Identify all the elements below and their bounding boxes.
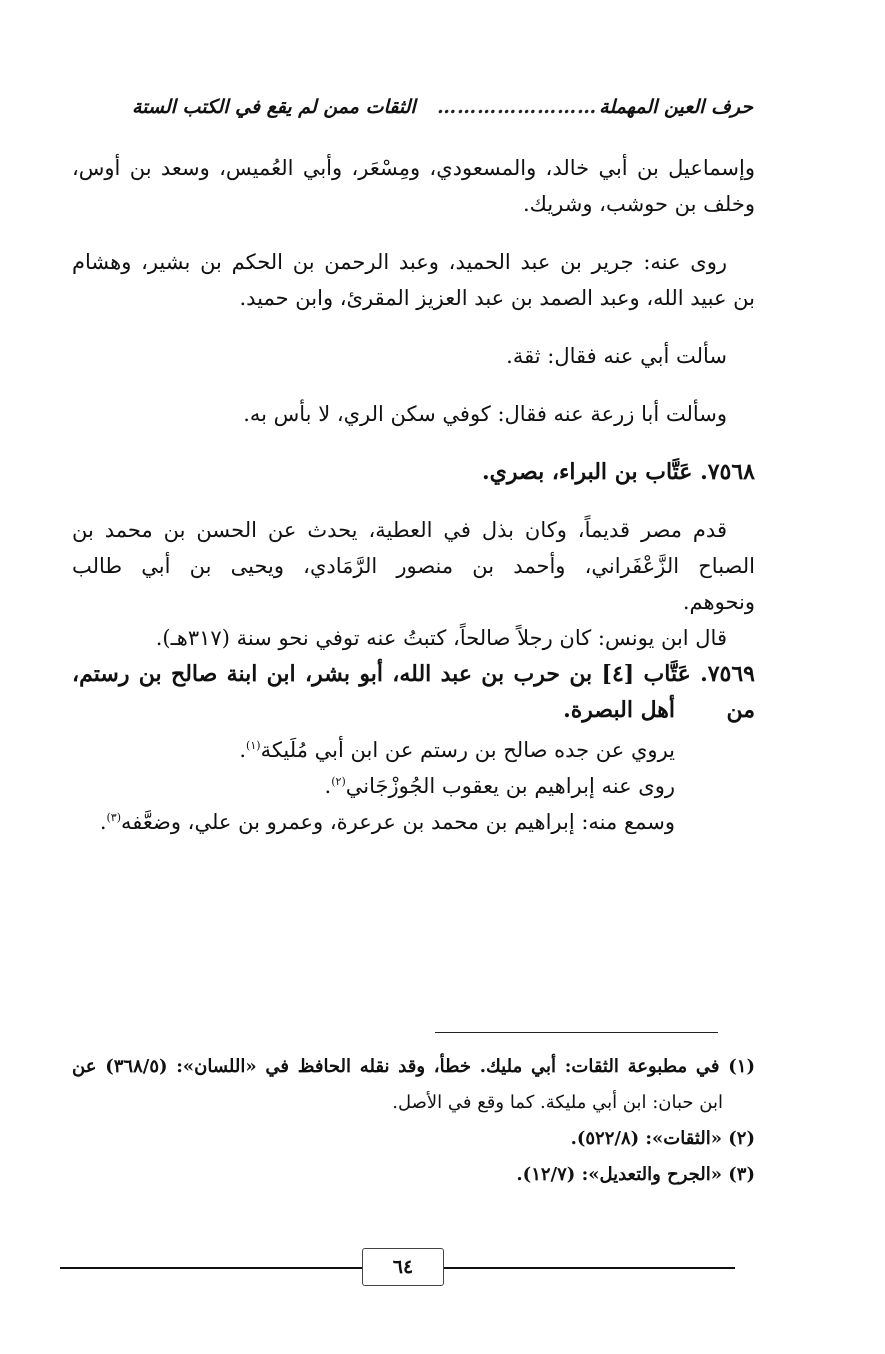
footnote-2: (٢) «الثقات»: (٥٢٢/٨). [570, 1128, 755, 1149]
header-chapter: حرف العين المهملة [599, 96, 753, 118]
footnote-1-cont: ابن حبان: ابن أبي مليكة. كما وقع في الأصل. [392, 1092, 723, 1113]
text-line: روى عنه: جرير بن عبد الحميد، وعبد الرحمن بن الحكم بن بشير، وهشام [72, 250, 727, 274]
text-line: يروي عن جده صالح بن رستم عن ابن أبي مُلَيكة$^{(١)}$. [239, 738, 675, 762]
text-line: الصباح الزَّعْفَراني، وأحمد بن منصور الرَّمَادي، ويحيى بن أبي طالب [72, 554, 755, 578]
header-book-title: الثقات ممن لم يقع في الكتب الستة [132, 96, 416, 118]
footnote-separator [435, 1032, 718, 1033]
entry-heading-7568: ٧٥٦٨. عَتَّاب بن البراء، بصري. [482, 459, 755, 485]
text-line: وإسماعيل بن أبي خالد، والمسعودي، ومِسْعَر، وأبي العُميس، وسعد بن أوس، [72, 156, 755, 180]
footnotes [72, 1048, 755, 1192]
text-line: وخلف بن حوشب، وشريك. [522, 192, 755, 216]
footnote-ref: (٢) [331, 775, 346, 788]
entry-heading-7569-cont: أهل البصرة. [563, 697, 675, 723]
footnote-3: (٣) «الجرح والتعديل»: (١٢/٧). [516, 1164, 755, 1185]
text-line: قدم مصر قديماً، وكان بذل في العطية، يحدث عن الحسن بن محمد بن [72, 518, 727, 542]
running-header [132, 92, 753, 122]
entry-heading-7569: ٧٥٦٩. عَتَّاب [٤] بن حرب بن عبد الله، أبو بشر، ابن ابنة صالح بن رستم، من [72, 661, 755, 723]
text-line: بن عبيد الله، وعبد الصمد بن عبد العزيز المقرئ، وابن حميد. [239, 286, 755, 310]
main-text [72, 150, 755, 836]
text-line: روى عنه إبراهيم بن يعقوب الجُوزْجَاني$^{(٢)}$. [324, 774, 675, 798]
page-number: ٦٤ [362, 1248, 444, 1286]
footnote-ref: (٣) [106, 811, 122, 824]
text-line: ونحوهم. [682, 590, 755, 614]
text-line: قال ابن يونس: كان رجلاً صالحاً، كتبتُ عنه توفي نحو سنة (٣١٧هـ). [155, 626, 727, 650]
header-dots: …………………… [437, 96, 598, 118]
footnote-ref: (١) [246, 739, 261, 752]
text-line: وسمع منه: إبراهيم بن محمد بن عرعرة، وعمرو بن علي، وضعَّفه$^{(٣)}$. [99, 810, 675, 834]
footnote-1: (١) في مطبوعة الثقات: أبي مليك. خطأ، وقد نقله الحافظ في «اللسان»: (٣٦٨/٥) عن [72, 1056, 755, 1077]
text-line: سألت أبي عنه فقال: ثقة. [506, 344, 727, 368]
text-line: وسألت أبا زرعة عنه فقال: كوفي سكن الري، لا بأس به. [243, 402, 727, 426]
